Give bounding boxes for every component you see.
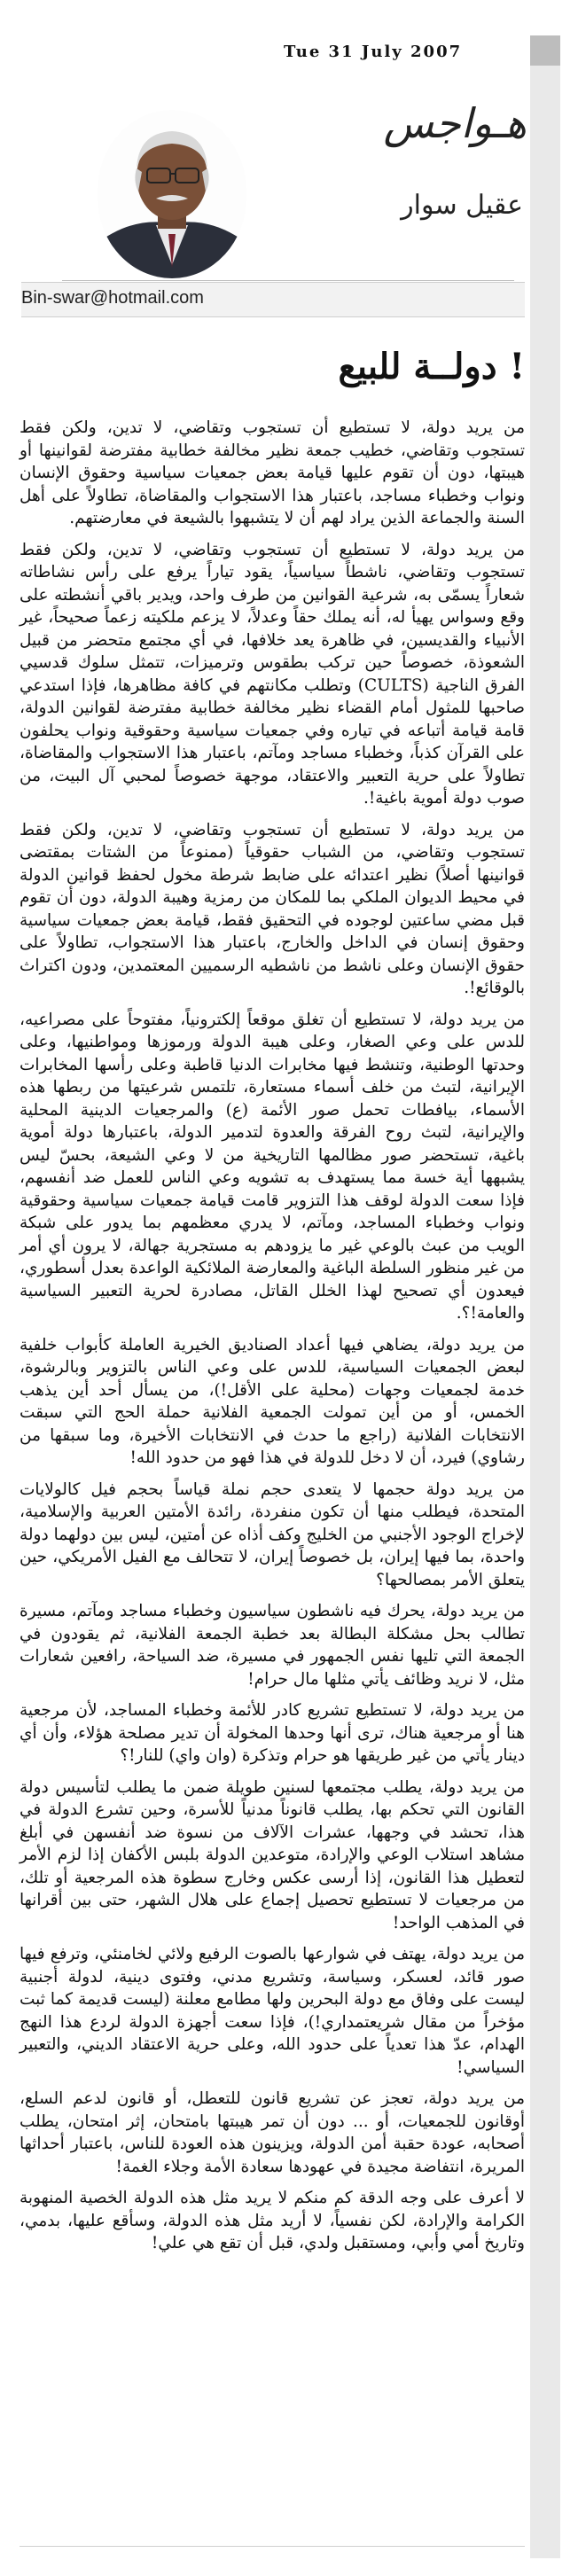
article-paragraph: من يريد دولة، لا تستطيع تشريع كادر للأئمة وخطباء المساجد، لأن مرجعية هنا أو مرجعية هناك، ترى أنها وحدها المخولة أن تدير مصلحة هؤلاء، وأن أي دينار يأتي من غير طريقها هو حرام وتذكرة (وان واي) للنار!؟ (20, 1701, 525, 1765)
article-paragraph: من يريد دولة، تعجز عن تشريع قانون للتعطل، أو قانون لدعم السلع، أوقانون للجمعيات، أو ... دون أن تمر هيبتها بامتحان، إثر امتحان، يطلب أصحابه، عودة حقبة أمن الدولة، ويزينون هذه العودة للناس، باعتبار أحداثها المريرة، انتفاضة مجيدة في عهودها سعادة الأمة وجلاء الغمة! (20, 2089, 525, 2176)
column-name: هـواجس (383, 99, 527, 147)
article-paragraph: من يريد دولة، يهتف في شوارعها بالصوت الرفيع ولائي لخامنئي، وترفع فيها صور قائد، لعسكر، وسياسة، وتشريع مدني، وفتوى دينية، لدولة أجنبية ليست على وفاق مع دولة البحرين ولها مطامع معلنة (ليست قديمة كما ثبت مؤخراً من مقال شريعتمداري!)، فإذا سعت أجهزة الدولة لردع هذا النهج الهدام، عدّ هذا تعدياً على حدود الله، وعلى حرية الاعتقاد الديني، والتعبير السياسي! (20, 1945, 525, 2077)
article-paragraph: من يريد دولة حجمها لا يتعدى حجم نملة قياساً بحجم فيل كالولايات المتحدة، فيطلب منها أن تكون منفردة، رائدة الأمتين العربية والإسلامية، لإخراج الوجود الأجنبي من الخليج وكف أذاه عن أمتين، ليس بين دولهما دولة واحدة، بما فيها إيران، بل خصوصاً إيران، لا تتحالف مع الفيل الأمريكي، حين يتعلق الأمر بمصالحها؟ (20, 1479, 525, 1589)
publication-date: Tue 31 July 2007 (284, 43, 463, 61)
page-side-bar (530, 35, 560, 2558)
author-portrait-image (98, 110, 246, 278)
author-email[interactable]: Bin-swar@hotmail.com (21, 288, 204, 308)
header-divider (62, 280, 514, 281)
article-paragraph: من يريد دولة، لا تستطيع أن تستجوب وتقاضي، لا تدين، ولكن فقط تستجوب وتقاضي، خطيب جمعة نظير مخالفة خطابية مفترضة لقوانينها أو هيبتها، دون أن تقوم عليها قيامة بعض جمعيات سياسية وحقوق الإنسان ونواب وخطباء مساجد، باعتبار هذا الاستجواب والمقاضاة، تطاولاً على أهل السنة والجماعة الذين يراد لهم أن لا يتشبهوا بالشيعة في معارضتهم. (20, 418, 525, 527)
side-bar-block (530, 35, 560, 66)
article-paragraph: من يريد دولة، لا تستطيع أن تغلق موقعاً إلكترونياً، مفتوحاً على مصراعيه، للدس على وعي الصغار، وعلى هيبة الدولة ورموزها ومواطنيها، وعلى وحدتها الوطنية، وتنشط فيها مخابرات الدنيا قاطبة وعلى رأسها المخابرات الإيرانية، لتبث من خلف أسماء مستعارة، تلتمس شرعيتها من ربطها هذه الأسماء، بيافطات تحمل صور الأئمة (ع) والمرجعيات الدينية المحلية والإيرانية، لتبث روح الفرقة والعدوة لتدمير الدولة، باعتبارها دولة أموية باغية، تستحضر صور مظالمها التاريخية من لا وعي الشيعة، بحسّ ليس يشبهها أية خسة مما يستهدف به تشويه وعي الناس للعمل ضد أنفسهم، فإذا سعت الدولة لوقف هذا التزوير قامت قيامة جمعيات سياسية وحقوقية ونواب وخطباء المساجد، ومآتم، لا يدري معظمهم بما يدور على شبكة الويب من عبث بالوعي غير ما يزودهم به مستجرية جهالة، لا يرون أي أمر من غير منظور السلطة الباغية والمعارضة الملائكية الواعدة بعدل أسطوري، فيعدون أي تصحيح لهذا الخلل القاتل، مصادرة لحرية التعبير السياسية والعامة!؟. (20, 1010, 525, 1323)
article-paragraph: لا أعرف على وجه الدقة كم منكم لا يريد مثل هذه الدولة الخصية المنهوبة الكرامة والإرادة، لكن نفسياً، لا أريد مثل هذه الدولة، وسأقع عليها، بدمي، وتاريخ أمي وأبي، ومستقبل ولدي، قبل أن تقع هي علي! (20, 2189, 525, 2252)
article-paragraph: من يريد دولة، يحرك فيه ناشطون سياسيون وخطباء مساجد ومآتم، مسيرة تطالب بحل مشكلة البطالة بعد خطبة الجمعة الفلانية، ثم يقودون في الجمعة التي تليها نفس الجمهور في مسيرة، ضد السياحة، رافعين شعارات مثل، لا نريد وظائف يأتي مثلها مال حرام! (20, 1602, 525, 1689)
article-paragraph: من يريد دولة، لا تستطيع أن تستجوب وتقاضي، لا تدين، ولكن فقط تستجوب وتقاضي، من الشباب حقوقياً (ممنوعاً من الشتات بمقتضى قوانينها أصلاً) نظير اعتدائه على ضابط شرطة مخول لحفظ قوانين الدولة في محيط الديوان الملكي بما للمكان من رمزية وهيبة الدولة، دون أن تقوم قبل مضي ساعتين لوجوده في التحقيق فقط، قيامة بعض جمعيات سياسية وحقوق إنسان في الداخل والخارج، باعتبار هذا الاستجواب، تطاولاً على حقوق الإنسان وعلى ناشط من ناشطيه الرسميين المعتمدين، ودون اكتراث بالوقائع!. (20, 820, 525, 997)
article-title: دولــة للبيع ! (338, 346, 525, 387)
article-body (20, 417, 525, 2264)
article-paragraph: من يريد دولة، لا تستطيع أن تستجوب وتقاضي، لا تدين، ولكن فقط تستجوب وتقاضي، ناشطاً سياسياً، يقود تياراً يرفع على رأس نشاطاته شعاراً يسمّى به، شرعية القوانين من طرف واحد، ويدير باقي أنشطته على وقع وسواس يهيأ له، أنه يملك حقاً وعدلاً، لا يزعم ملكيته زعماً صحيحاً، غير الأنبياء والقديسين، في ظاهرة يعد خلافها، في أي مجتمع متحضر من قبيل الشعوذة، خصوصاً حين تركب بطقوس وترميزات، تتمثل سلوك قدسيي الفرق الناجية (CULTS) وتطلب مكانتهم في كافة مظاهرها، فإذا استدعي صاحبها للمثول أمام القضاء نظير مخالفة خطابية مفترضة لقوانين الدولة، قامة قيامة أتباعه في تياره وفي جمعيات سياسية وحقوقية ونواب يحلفون على القرآن كذباً، وخطباء مساجد ومآتم، باعتبار هذا الاستجواب والمقاضاة، تطاولاً على حرية التعبير والاعتقاد، موجهة خصوصاً لمحبي آل البيت، من صوب دولة أموية باغية!. (20, 540, 525, 808)
article-header (0, 0, 578, 293)
article-paragraph: من يريد دولة، يضاهي فيها أعداد الصناديق الخيرية العاملة كأبواب خلفية لبعض الجمعيات السياسية، للدس على وعي الناس بالتزوير وبالرشوة، خدمة لجمعيات وجهات (محلية على الأقل!)، من يسأل أحد أين يذهب الخمس، أو من أين تمولت الجمعية الفلانية حملة الحج التي سبقت الانتخابات الفلانية (راجع ما حدث في الانتخابات الأخيرة، وما سبقها من رشاوي) فيرد، أن لا دخل للدولة في هذا فهو من حدود الله! (20, 1335, 525, 1467)
author-photo (98, 110, 246, 278)
author-name: عقيل سوار (401, 190, 523, 221)
footer-divider (20, 2546, 525, 2547)
article-paragraph: من يريد دولة، يطلب مجتمعها لسنين طويلة ضمن ما يطلب لتأسيس دولة القانون التي تحكم بها، يطلب قانوناً مدنياً للأسرة، وحين تشرع الدولة في هذا، تحشد في وجهها، عشرات الآلاف من نسوة ضد أنفسهن في أبلغ مشاهد استلاب الوعي والإرادة، متوعدين الدولة بلبس الأكفان إذا لزم الأمر لتعطيل هذا القانون، إذا أرسى عكس وخارج سطوة هذه المرجعية أو تلك، من مرجعيات لا تستطيع تحصيل إجماع على هلال الشهر، حتى بين أقرانها في المذهب الواحد! (20, 1777, 525, 1932)
email-bar (21, 282, 525, 317)
